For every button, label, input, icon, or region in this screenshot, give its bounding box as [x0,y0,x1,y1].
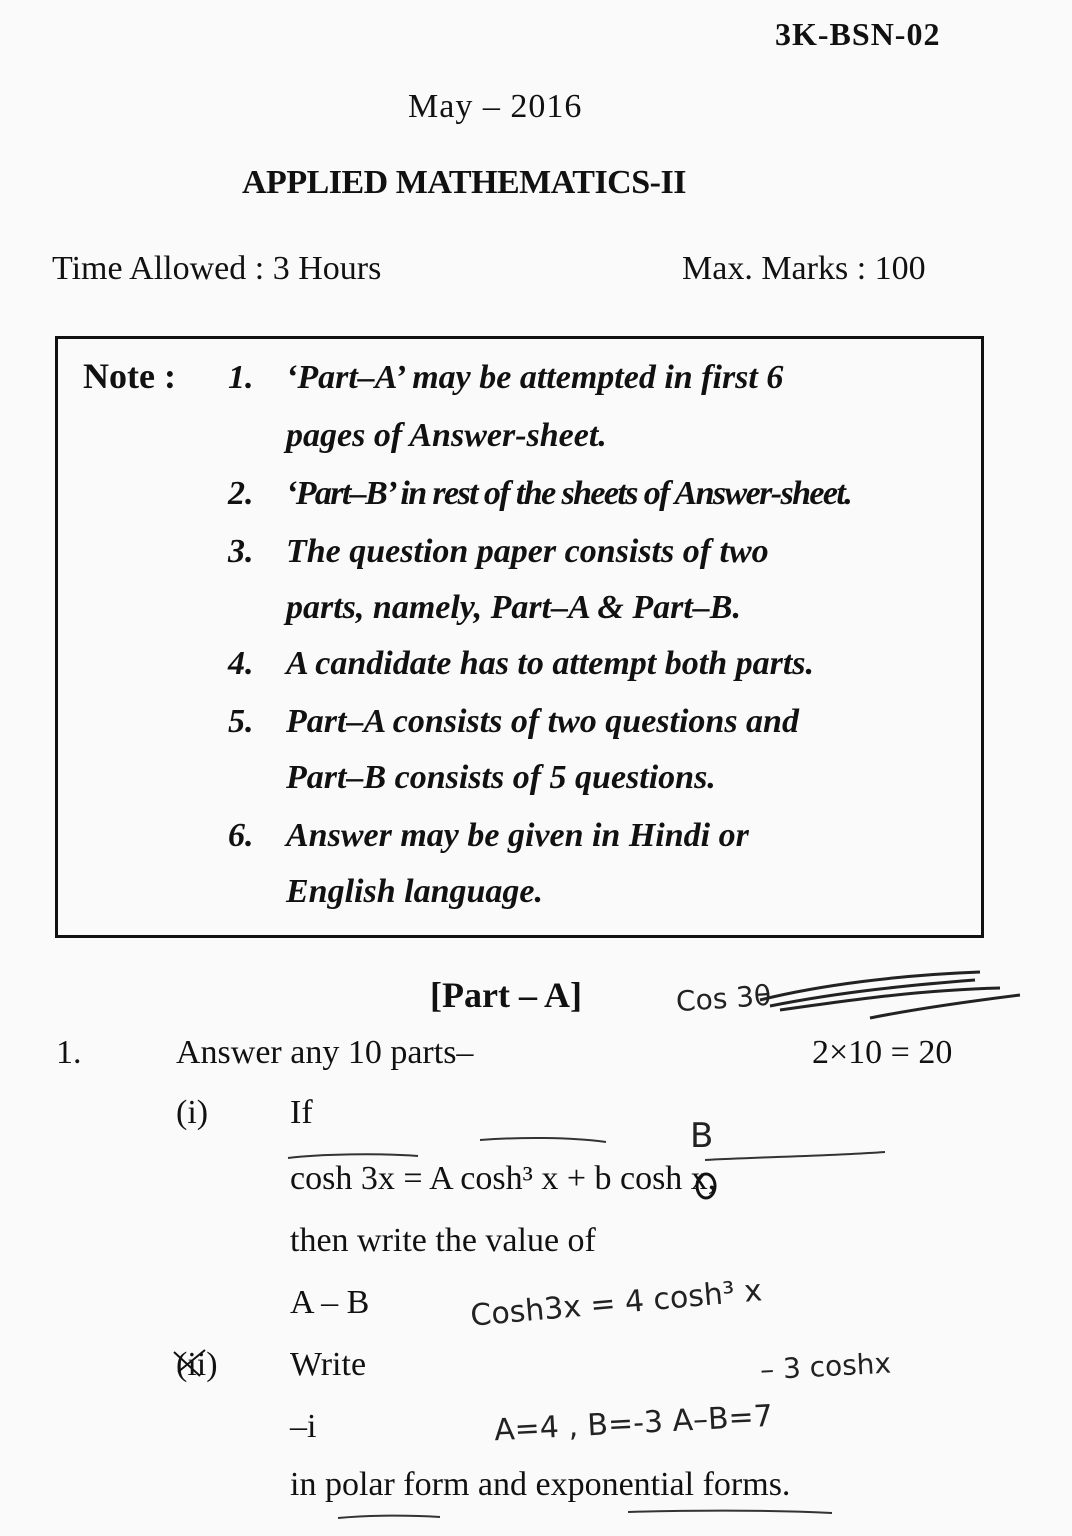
note-item-number: 2. [228,475,254,512]
note-item-1 [228,359,783,397]
subpart-ii-text: in polar form and exponential forms. [290,1466,791,1503]
subpart-i-text: then write the value of [290,1222,596,1259]
question-instruction: Answer any 10 parts– [176,1034,474,1071]
scribble-strokes [760,972,1020,1018]
note-item-number: 6. [228,817,254,854]
subpart-i-label: (i) [176,1094,209,1131]
note-item-6 [228,817,749,855]
note-item-3 [228,533,769,571]
handwritten-formula: Cosh3x = 4 cosh³ x [469,1273,764,1334]
note-item-text: pages of Answer-sheet. [286,417,607,454]
note-item-number: 5. [228,703,254,740]
subpart-ii-text: Write [290,1346,367,1383]
handwritten-margin-note: Cos 3θ [674,978,773,1019]
question-marks: 2×10 = 20 [812,1034,953,1071]
note-item-text: parts, namely, Part–A & Part–B. [286,589,741,626]
note-item-number: 4. [228,645,254,682]
note-item-number: 3. [228,533,254,570]
note-item-text: A candidate has to attempt both parts. [286,645,815,682]
note-item-text: ‘Part–B’ in rest of the sheets of Answer-sheet. [286,475,852,512]
note-item-5 [228,703,799,741]
subpart-i-equation: cosh 3x = A cosh³ x + b cosh x, [290,1160,717,1197]
note-item-text: Answer may be given in Hindi or [286,817,749,854]
part-a-heading: [Part – A] [430,975,582,1015]
note-box [55,336,984,938]
handwritten-letter-b: B [690,1116,714,1156]
handwritten-formula: – 3 coshx [759,1346,892,1387]
exam-date: May – 2016 [408,88,583,125]
note-item-text: English language. [286,873,543,910]
note-label: Note : [83,356,176,396]
note-item-4 [228,645,814,683]
paper-code: 3K-BSN-02 [775,16,941,52]
note-item-2 [228,475,851,513]
note-item-number: 1. [228,359,254,396]
handwritten-answer: A=4 , B=-3 A–B=7 [493,1398,774,1449]
note-item-text: Part–A consists of two questions and [286,703,799,740]
note-item-text: The question paper consists of two [286,533,769,570]
max-marks: Max. Marks : 100 [682,250,926,287]
question-number: 1. [56,1034,82,1071]
time-allowed: Time Allowed : 3 Hours [52,250,382,287]
subpart-ii-label: (ii) [176,1346,218,1383]
subpart-i-text: A – B [290,1284,370,1321]
subject-title: APPLIED MATHEMATICS-II [242,164,686,201]
note-item-text: ‘Part–A’ may be attempted in first 6 [286,359,784,396]
subpart-ii-text: –i [290,1408,317,1445]
note-item-text: Part–B consists of 5 questions. [286,759,716,796]
subpart-i-text: If [290,1094,313,1131]
